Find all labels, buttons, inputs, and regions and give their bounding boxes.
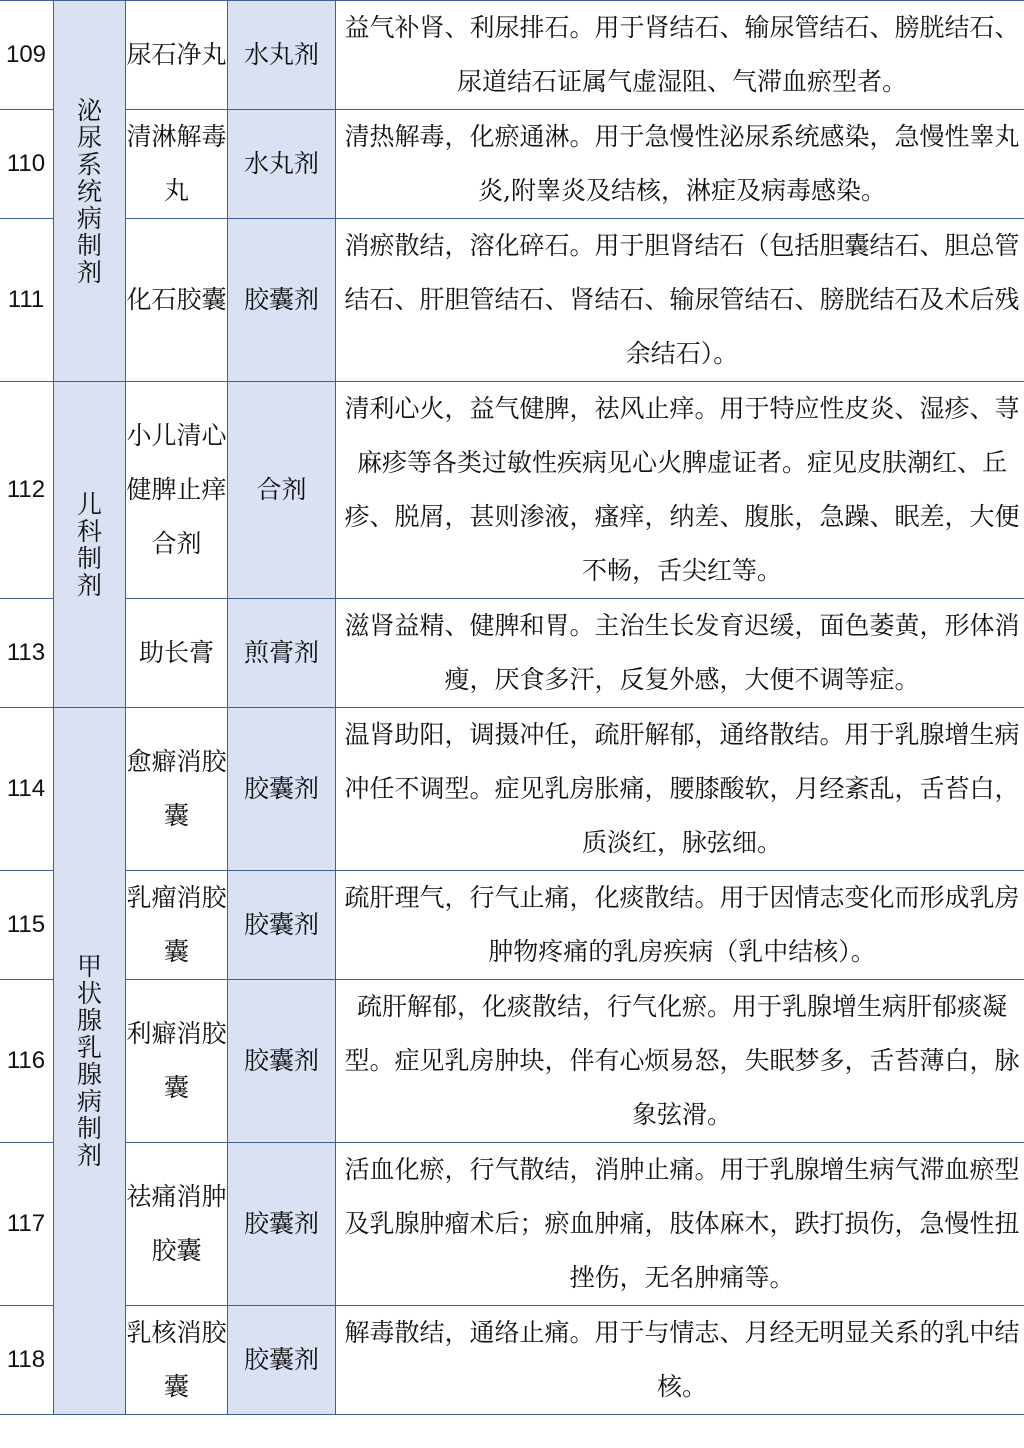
- dosage-form: 合剂: [228, 382, 336, 599]
- table-row: [0, 1, 1024, 110]
- row-number: 112: [0, 382, 54, 599]
- drug-description: 活血化瘀，行气散结，消肿止痛。用于乳腺增生病气滞血瘀型及乳腺肿瘤术后；瘀血肿痛，肢体麻木，跌打损伤，急慢性扭挫伤，无名肿痛等。: [336, 1143, 1024, 1306]
- table-row: [0, 980, 1024, 1143]
- category-cell: [54, 708, 126, 1415]
- drug-name: 乳瘤消胶囊: [126, 871, 228, 980]
- row-number: 118: [0, 1306, 54, 1415]
- drug-name: 清淋解毒丸: [126, 110, 228, 219]
- row-number: 116: [0, 980, 54, 1143]
- dosage-form: 胶囊剂: [228, 219, 336, 382]
- table-row: [0, 708, 1024, 871]
- drug-description: 疏肝解郁，化痰散结，行气化瘀。用于乳腺增生病肝郁痰凝型。症见乳房肿块，伴有心烦易怒，失眠梦多，舌苔薄白，脉象弦滑。: [336, 980, 1024, 1143]
- category-label: 泌尿系统病制剂: [76, 95, 102, 287]
- table-row: [0, 382, 1024, 599]
- dosage-form: 胶囊剂: [228, 1143, 336, 1306]
- drug-name: 助长膏: [126, 599, 228, 708]
- drug-description: 温肾助阳，调摄冲任，疏肝解郁，通络散结。用于乳腺增生病冲任不调型。症见乳房胀痛，腰膝酸软，月经紊乱，舌苔白，质淡红，脉弦细。: [336, 708, 1024, 871]
- drug-name: 愈癖消胶囊: [126, 708, 228, 871]
- drug-name: 乳核消胶囊: [126, 1306, 228, 1415]
- row-number: 113: [0, 599, 54, 708]
- dosage-form: 胶囊剂: [228, 980, 336, 1143]
- drug-description: 滋肾益精、健脾和胃。主治生长发育迟缓，面色萎黄，形体消瘦，厌食多汗，反复外感，大便不调等症。: [336, 599, 1024, 708]
- drug-description: 疏肝理气，行气止痛，化痰散结。用于因情志变化而形成乳房肿物疼痛的乳房疾病（乳中结核）。: [336, 871, 1024, 980]
- drug-name: 尿石净丸: [126, 1, 228, 110]
- drug-description: 益气补肾、利尿排石。用于肾结石、输尿管结石、膀胱结石、尿道结石证属气虚湿阻、气滞血瘀型者。: [336, 1, 1024, 110]
- dosage-form: 水丸剂: [228, 1, 336, 110]
- drug-description: 消瘀散结，溶化碎石。用于胆肾结石（包括胆囊结石、胆总管结石、肝胆管结石、肾结石、输尿管结石、膀胱结石及术后残余结石）。: [336, 219, 1024, 382]
- drug-name: 化石胶囊: [126, 219, 228, 382]
- row-number: 115: [0, 871, 54, 980]
- row-number: 117: [0, 1143, 54, 1306]
- drug-description: 清热解毒，化瘀通淋。用于急慢性泌尿系统感染，急慢性睾丸炎,附睾炎及结核，淋症及病毒感染。: [336, 110, 1024, 219]
- drug-name: 小儿清心健脾止痒合剂: [126, 382, 228, 599]
- row-number: 109: [0, 1, 54, 110]
- drug-description: 解毒散结，通络止痛。用于与情志、月经无明显关系的乳中结核。: [336, 1306, 1024, 1415]
- dosage-form: 煎膏剂: [228, 599, 336, 708]
- table-row: [0, 871, 1024, 980]
- row-number: 110: [0, 110, 54, 219]
- dosage-form: 水丸剂: [228, 110, 336, 219]
- drug-description: 清利心火，益气健脾，祛风止痒。用于特应性皮炎、湿疹、荨麻疹等各类过敏性疾病见心火脾虚证者。症见皮肤潮红、丘疹、脱屑，甚则渗液，瘙痒，纳差、腹胀，急躁、眠差，大便不畅，舌尖红等。: [336, 382, 1024, 599]
- row-number: 114: [0, 708, 54, 871]
- category-label: 甲状腺乳腺病制剂: [76, 952, 102, 1170]
- dosage-form: 胶囊剂: [228, 1306, 336, 1415]
- table-row: [0, 1306, 1024, 1415]
- dosage-form: 胶囊剂: [228, 871, 336, 980]
- table-row: [0, 219, 1024, 382]
- category-label: 儿科制剂: [76, 489, 102, 600]
- drug-name: 祛痛消肿胶囊: [126, 1143, 228, 1306]
- table-row: [0, 1143, 1024, 1306]
- row-number: 111: [0, 219, 54, 382]
- table-row: [0, 599, 1024, 708]
- category-cell: [54, 1, 126, 382]
- table-row: [0, 110, 1024, 219]
- category-cell: [54, 382, 126, 708]
- dosage-form: 胶囊剂: [228, 708, 336, 871]
- drug-name: 利癖消胶囊: [126, 980, 228, 1143]
